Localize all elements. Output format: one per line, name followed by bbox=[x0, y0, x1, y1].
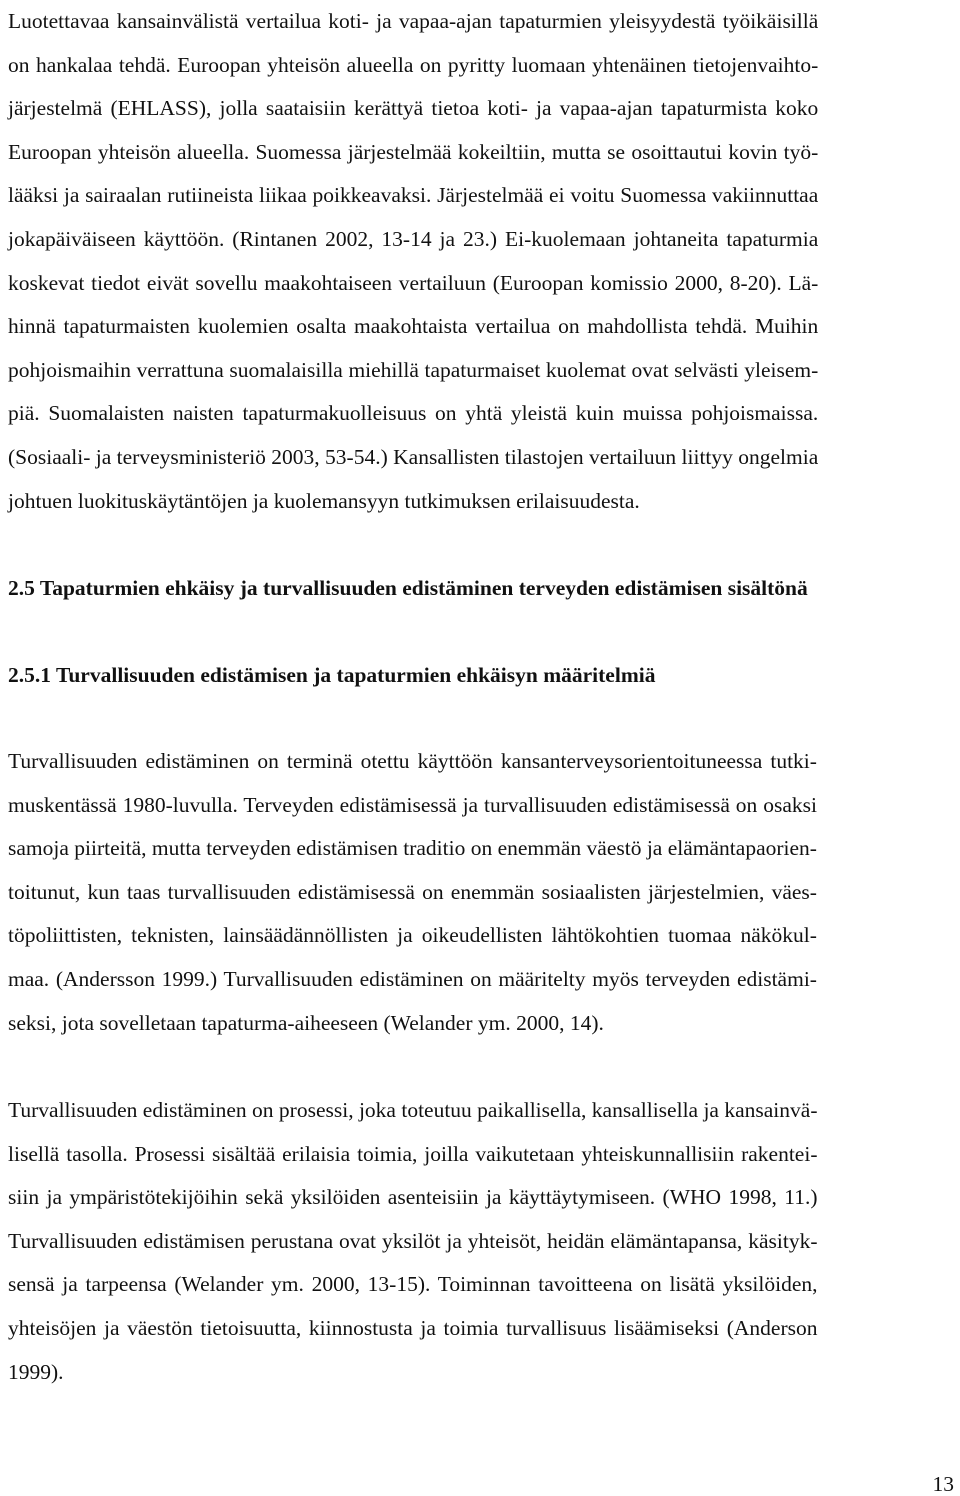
text-line: sensä ja tarpeensa (Welander ym. 2000, 13-15). Toiminnan tavoitteena on lisätä yksilöiden, bbox=[8, 1272, 818, 1297]
section-heading-2-5: 2.5 Tapaturmien ehkäisy ja turvallisuuden edistäminen terveyden edistämisen sisältönä bbox=[8, 576, 808, 600]
paragraph-safety-promotion-definition bbox=[8, 740, 817, 1045]
page-number: 13 bbox=[932, 1472, 954, 1496]
text-line: töpoliittisten, teknisten, lainsäädännöllisten ja oikeudellisten lähtökohtien tuomaa näkökul- bbox=[8, 923, 817, 948]
section-heading-2-5-1: 2.5.1 Turvallisuuden edistämisen ja tapaturmien ehkäisyn määritelmiä bbox=[8, 663, 656, 687]
text-line: samoja piirteitä, mutta terveyden edistämisen traditio on enemmän väestö ja elämäntapaorien- bbox=[8, 836, 817, 861]
text-line: piä. Suomalaisten naisten tapaturmakuolleisuus on yhtä yleistä kuin muissa pohjoismaissa. bbox=[8, 401, 819, 426]
text-line: pohjoismaihin verrattuna suomalaisilla miehillä tapaturmaiset kuolemat ovat selvästi yleisem- bbox=[8, 357, 819, 382]
text-line: koskevat tiedot eivät sovellu maakohtaiseen vertailuun (Euroopan komissio 2000, 8-20). Lä- bbox=[8, 270, 819, 295]
text-line: siin ja ympäristötekijöihin sekä yksilöiden asenteisiin ja käyttäytymiseen. (WHO 1998, 11.) bbox=[8, 1185, 818, 1210]
paragraph-accident-comparison bbox=[8, 0, 818, 523]
paragraph-safety-promotion-process bbox=[8, 1089, 817, 1394]
text-line: muskentässä 1980-luvulla. Terveyden edistämisessä ja turvallisuuden edistämisessä on osaksi bbox=[8, 792, 817, 817]
text-line: seksi, jota sovelletaan tapaturma-aiheeseen (Welander ym. 2000, 14). bbox=[8, 1010, 604, 1035]
text-line: hinnä tapaturmaisten kuolemien osalta maakohtaista vertailua on mahdollista tehdä. Muihin bbox=[8, 314, 819, 339]
text-line: Luotettavaa kansainvälistä vertailua koti- ja vapaa-ajan tapaturmien yleisyydestä työikäisillä bbox=[8, 9, 819, 33]
text-line: Turvallisuuden edistäminen on terminä otettu käyttöön kansanterveysorientoituneessa tutki- bbox=[8, 749, 817, 773]
text-line: Euroopan yhteisön alueella. Suomessa järjestelmää kokeiltiin, mutta se osoittautui kovin työ- bbox=[8, 139, 819, 164]
text-line: johtuen luokituskäytäntöjen ja kuolemansyyn tutkimuksen erilaisuudesta. bbox=[8, 488, 640, 513]
text-line: järjestelmä (EHLASS), jolla saataisiin kerättyä tietoa koti- ja vapaa-ajan tapaturmista koko bbox=[8, 96, 819, 121]
text-line: jokapäiväiseen käyttöön. (Rintanen 2002, 13-14 ja 23.) Ei-kuolemaan johtaneita tapaturmia bbox=[8, 226, 819, 251]
text-line: Turvallisuuden edistämisen perustana ovat yksilöt ja yhteisöt, heidän elämäntapansa, käsityk- bbox=[8, 1228, 818, 1253]
text-line: (Sosiaali- ja terveysministeriö 2003, 53-54.) Kansallisten tilastojen vertailuun liittyy ongelmia bbox=[8, 444, 819, 469]
text-line: 1999). bbox=[8, 1359, 64, 1384]
text-line: maa. (Andersson 1999.) Turvallisuuden edistäminen on määritelty myös terveyden edistämi- bbox=[8, 966, 817, 991]
text-line: lisellä tasolla. Prosessi sisältää erilaisia toimia, joilla vaikutetaan yhteiskunnallisiin rakentei- bbox=[8, 1141, 818, 1166]
text-line: on hankalaa tehdä. Euroopan yhteisön alueella on pyritty luomaan yhtenäinen tietojenvaihto- bbox=[8, 52, 819, 77]
text-line: lääksi ja sairaalan rutiineista liikaa poikkeavaksi. Järjestelmää ei voitu Suomessa vakiinnuttaa bbox=[8, 183, 819, 208]
text-line: toitunut, kun taas turvallisuuden edistämisessä on enemmän sosiaalisten järjestelmien, väes- bbox=[8, 879, 817, 904]
text-line: yhteisöjen ja väestön tietoisuutta, kiinnostusta ja toimia turvallisuus lisäämiseksi (Anderson bbox=[8, 1315, 818, 1340]
text-line: Turvallisuuden edistäminen on prosessi, joka toteutuu paikallisella, kansallisella ja kansainvä- bbox=[8, 1098, 818, 1122]
